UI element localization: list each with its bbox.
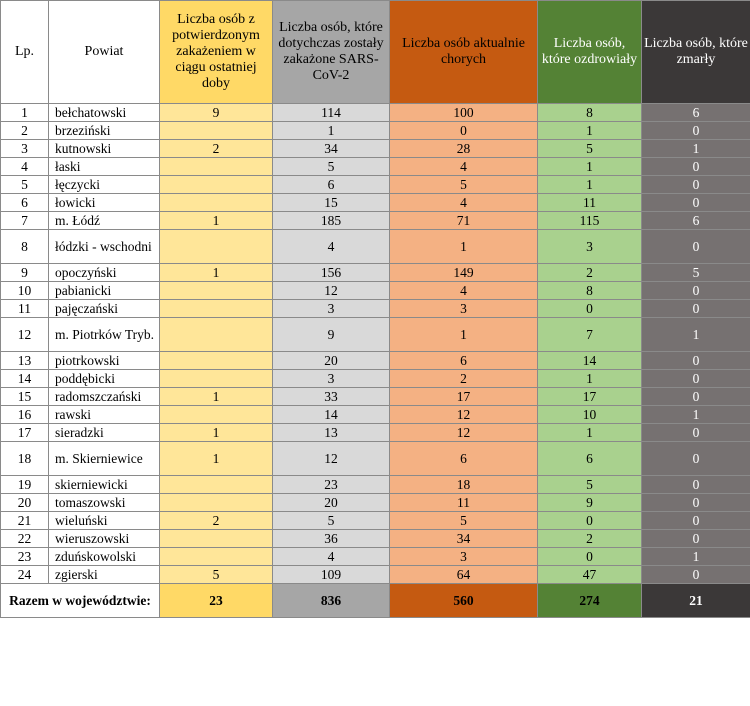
- cell-recovered: 11: [538, 194, 642, 212]
- table-row: [1, 212, 750, 230]
- cell-deaths: 1: [642, 548, 750, 566]
- cell-currently-ill: 149: [390, 264, 538, 282]
- cell-total-infected: 114: [273, 104, 390, 122]
- cell-new-cases: [160, 494, 273, 512]
- table-row: [1, 352, 750, 370]
- cell-deaths: 0: [642, 122, 750, 140]
- cell-lp: 3: [1, 140, 49, 158]
- cell-recovered: 0: [538, 300, 642, 318]
- cell-currently-ill: 4: [390, 194, 538, 212]
- cell-recovered: 1: [538, 370, 642, 388]
- cell-recovered: 3: [538, 230, 642, 264]
- header-powiat: Powiat: [49, 1, 160, 104]
- table-body: [1, 104, 750, 584]
- cell-powiat: piotrkowski: [49, 352, 160, 370]
- cell-deaths: 0: [642, 300, 750, 318]
- cell-total-infected: 5: [273, 512, 390, 530]
- cell-new-cases: 9: [160, 104, 273, 122]
- cell-new-cases: [160, 406, 273, 424]
- cell-total-infected: 14: [273, 406, 390, 424]
- table-row: [1, 282, 750, 300]
- cell-lp: 6: [1, 194, 49, 212]
- header-new-cases: Liczba osób z potwierdzonym zakażeniem w ciągu ostatniej doby: [160, 1, 273, 104]
- cell-new-cases: [160, 370, 273, 388]
- cell-recovered: 7: [538, 318, 642, 352]
- cell-deaths: 0: [642, 424, 750, 442]
- cell-currently-ill: 5: [390, 176, 538, 194]
- cell-lp: 13: [1, 352, 49, 370]
- cell-powiat: opoczyński: [49, 264, 160, 282]
- header-lp: Lp.: [1, 1, 49, 104]
- cell-currently-ill: 71: [390, 212, 538, 230]
- cell-lp: 15: [1, 388, 49, 406]
- cell-recovered: 0: [538, 548, 642, 566]
- totals-recovered: 274: [538, 584, 642, 618]
- cell-deaths: 0: [642, 176, 750, 194]
- cell-recovered: 8: [538, 282, 642, 300]
- cell-recovered: 14: [538, 352, 642, 370]
- table-row: [1, 476, 750, 494]
- table-row: [1, 530, 750, 548]
- table-row: [1, 300, 750, 318]
- totals-row: [1, 584, 750, 618]
- cell-total-infected: 20: [273, 352, 390, 370]
- cell-powiat: sieradzki: [49, 424, 160, 442]
- cell-lp: 2: [1, 122, 49, 140]
- cell-total-infected: 5: [273, 158, 390, 176]
- cell-deaths: 5: [642, 264, 750, 282]
- table-row: [1, 512, 750, 530]
- cell-powiat: pabianicki: [49, 282, 160, 300]
- table-row: [1, 566, 750, 584]
- cell-lp: 19: [1, 476, 49, 494]
- cell-new-cases: 2: [160, 140, 273, 158]
- cell-new-cases: 2: [160, 512, 273, 530]
- cell-recovered: 0: [538, 512, 642, 530]
- totals-total-infected: 836: [273, 584, 390, 618]
- cell-new-cases: 1: [160, 442, 273, 476]
- cell-deaths: 0: [642, 512, 750, 530]
- cell-new-cases: 1: [160, 388, 273, 406]
- cell-total-infected: 33: [273, 388, 390, 406]
- cell-powiat: m. Łódź: [49, 212, 160, 230]
- cell-total-infected: 34: [273, 140, 390, 158]
- cell-recovered: 6: [538, 442, 642, 476]
- table-row: [1, 442, 750, 476]
- cell-powiat: kutnowski: [49, 140, 160, 158]
- cell-currently-ill: 6: [390, 352, 538, 370]
- cell-total-infected: 3: [273, 370, 390, 388]
- cell-powiat: rawski: [49, 406, 160, 424]
- cell-lp: 23: [1, 548, 49, 566]
- cell-recovered: 1: [538, 176, 642, 194]
- cell-new-cases: [160, 530, 273, 548]
- cell-total-infected: 4: [273, 548, 390, 566]
- cell-total-infected: 13: [273, 424, 390, 442]
- cell-lp: 18: [1, 442, 49, 476]
- cell-currently-ill: 4: [390, 282, 538, 300]
- cell-lp: 14: [1, 370, 49, 388]
- cell-total-infected: 109: [273, 566, 390, 584]
- cell-total-infected: 3: [273, 300, 390, 318]
- cell-currently-ill: 18: [390, 476, 538, 494]
- cell-powiat: bełchatowski: [49, 104, 160, 122]
- cell-powiat: m. Skierniewice: [49, 442, 160, 476]
- cell-lp: 4: [1, 158, 49, 176]
- cell-recovered: 1: [538, 122, 642, 140]
- header-currently-ill: Liczba osób aktualnie chorych: [390, 1, 538, 104]
- table-row: [1, 140, 750, 158]
- table-row: [1, 406, 750, 424]
- cell-powiat: łowicki: [49, 194, 160, 212]
- cell-total-infected: 6: [273, 176, 390, 194]
- cell-powiat: łódzki - wschodni: [49, 230, 160, 264]
- cell-lp: 11: [1, 300, 49, 318]
- cell-total-infected: 156: [273, 264, 390, 282]
- cell-deaths: 0: [642, 352, 750, 370]
- cell-deaths: 0: [642, 230, 750, 264]
- cell-lp: 20: [1, 494, 49, 512]
- cell-deaths: 0: [642, 194, 750, 212]
- cell-currently-ill: 64: [390, 566, 538, 584]
- cell-new-cases: [160, 548, 273, 566]
- cell-recovered: 2: [538, 264, 642, 282]
- cell-recovered: 9: [538, 494, 642, 512]
- cell-powiat: pajęczański: [49, 300, 160, 318]
- cell-currently-ill: 0: [390, 122, 538, 140]
- cell-powiat: zgierski: [49, 566, 160, 584]
- cell-deaths: 0: [642, 494, 750, 512]
- cell-recovered: 5: [538, 140, 642, 158]
- cell-currently-ill: 17: [390, 388, 538, 406]
- table-row: [1, 494, 750, 512]
- cell-deaths: 1: [642, 318, 750, 352]
- cell-new-cases: [160, 194, 273, 212]
- cell-new-cases: [160, 318, 273, 352]
- cell-total-infected: 12: [273, 442, 390, 476]
- header-recovered: Liczba osób, które ozdrowiały: [538, 1, 642, 104]
- cell-currently-ill: 34: [390, 530, 538, 548]
- cell-lp: 21: [1, 512, 49, 530]
- cell-deaths: 0: [642, 388, 750, 406]
- cell-lp: 12: [1, 318, 49, 352]
- cell-currently-ill: 5: [390, 512, 538, 530]
- cell-currently-ill: 11: [390, 494, 538, 512]
- table-row: [1, 194, 750, 212]
- cell-recovered: 47: [538, 566, 642, 584]
- cell-powiat: brzeziński: [49, 122, 160, 140]
- cell-recovered: 1: [538, 424, 642, 442]
- cell-recovered: 5: [538, 476, 642, 494]
- cell-deaths: 1: [642, 406, 750, 424]
- cell-recovered: 17: [538, 388, 642, 406]
- cell-total-infected: 9: [273, 318, 390, 352]
- cell-currently-ill: 4: [390, 158, 538, 176]
- cell-total-infected: 15: [273, 194, 390, 212]
- cell-new-cases: [160, 476, 273, 494]
- cell-currently-ill: 100: [390, 104, 538, 122]
- cell-powiat: zduńskowolski: [49, 548, 160, 566]
- cell-total-infected: 23: [273, 476, 390, 494]
- cell-powiat: skierniewicki: [49, 476, 160, 494]
- table-row: [1, 104, 750, 122]
- table-row: [1, 230, 750, 264]
- cell-new-cases: [160, 282, 273, 300]
- cell-powiat: radomszczański: [49, 388, 160, 406]
- cell-new-cases: [160, 300, 273, 318]
- table-row: [1, 158, 750, 176]
- totals-currently-ill: 560: [390, 584, 538, 618]
- cell-deaths: 6: [642, 104, 750, 122]
- cell-recovered: 10: [538, 406, 642, 424]
- header-row: [1, 1, 750, 104]
- cell-currently-ill: 2: [390, 370, 538, 388]
- cell-new-cases: 1: [160, 424, 273, 442]
- cell-deaths: 0: [642, 530, 750, 548]
- cell-powiat: wieruszowski: [49, 530, 160, 548]
- header-deaths: Liczba osób, które zmarły: [642, 1, 750, 104]
- cell-total-infected: 20: [273, 494, 390, 512]
- cell-lp: 16: [1, 406, 49, 424]
- cell-lp: 5: [1, 176, 49, 194]
- cell-lp: 8: [1, 230, 49, 264]
- cell-currently-ill: 1: [390, 318, 538, 352]
- cell-recovered: 2: [538, 530, 642, 548]
- cell-deaths: 1: [642, 140, 750, 158]
- table-row: [1, 264, 750, 282]
- cell-lp: 10: [1, 282, 49, 300]
- header-total-infected: Liczba osób, które dotychczas zostały zakażone SARS-CoV-2: [273, 1, 390, 104]
- table-row: [1, 424, 750, 442]
- table-row: [1, 548, 750, 566]
- cell-new-cases: [160, 158, 273, 176]
- cell-currently-ill: 28: [390, 140, 538, 158]
- cell-currently-ill: 12: [390, 424, 538, 442]
- cell-currently-ill: 3: [390, 548, 538, 566]
- cell-total-infected: 1: [273, 122, 390, 140]
- table-row: [1, 388, 750, 406]
- cell-recovered: 115: [538, 212, 642, 230]
- totals-label: Razem w województwie:: [1, 584, 160, 618]
- table-row: [1, 176, 750, 194]
- cell-new-cases: [160, 176, 273, 194]
- cell-total-infected: 4: [273, 230, 390, 264]
- cell-lp: 7: [1, 212, 49, 230]
- cell-recovered: 1: [538, 158, 642, 176]
- cell-deaths: 0: [642, 442, 750, 476]
- cell-currently-ill: 12: [390, 406, 538, 424]
- cell-currently-ill: 6: [390, 442, 538, 476]
- cell-powiat: m. Piotrków Tryb.: [49, 318, 160, 352]
- cell-recovered: 8: [538, 104, 642, 122]
- cell-lp: 17: [1, 424, 49, 442]
- cell-lp: 22: [1, 530, 49, 548]
- cell-new-cases: 1: [160, 212, 273, 230]
- cell-lp: 9: [1, 264, 49, 282]
- cell-currently-ill: 3: [390, 300, 538, 318]
- cell-total-infected: 185: [273, 212, 390, 230]
- totals-deaths: 21: [642, 584, 750, 618]
- totals-new-cases: 23: [160, 584, 273, 618]
- cell-lp: 1: [1, 104, 49, 122]
- cell-deaths: 0: [642, 158, 750, 176]
- cell-deaths: 0: [642, 476, 750, 494]
- cell-currently-ill: 1: [390, 230, 538, 264]
- cell-new-cases: 1: [160, 264, 273, 282]
- cell-new-cases: 5: [160, 566, 273, 584]
- cell-deaths: 0: [642, 282, 750, 300]
- cell-deaths: 0: [642, 370, 750, 388]
- cell-deaths: 0: [642, 566, 750, 584]
- table-row: [1, 318, 750, 352]
- cell-powiat: wieluński: [49, 512, 160, 530]
- cell-new-cases: [160, 352, 273, 370]
- cell-new-cases: [160, 122, 273, 140]
- cell-deaths: 6: [642, 212, 750, 230]
- cell-powiat: łaski: [49, 158, 160, 176]
- cell-powiat: poddębicki: [49, 370, 160, 388]
- cell-powiat: łęczycki: [49, 176, 160, 194]
- cell-new-cases: [160, 230, 273, 264]
- table-row: [1, 122, 750, 140]
- cell-powiat: tomaszowski: [49, 494, 160, 512]
- cell-total-infected: 36: [273, 530, 390, 548]
- cell-lp: 24: [1, 566, 49, 584]
- table-row: [1, 370, 750, 388]
- cell-total-infected: 12: [273, 282, 390, 300]
